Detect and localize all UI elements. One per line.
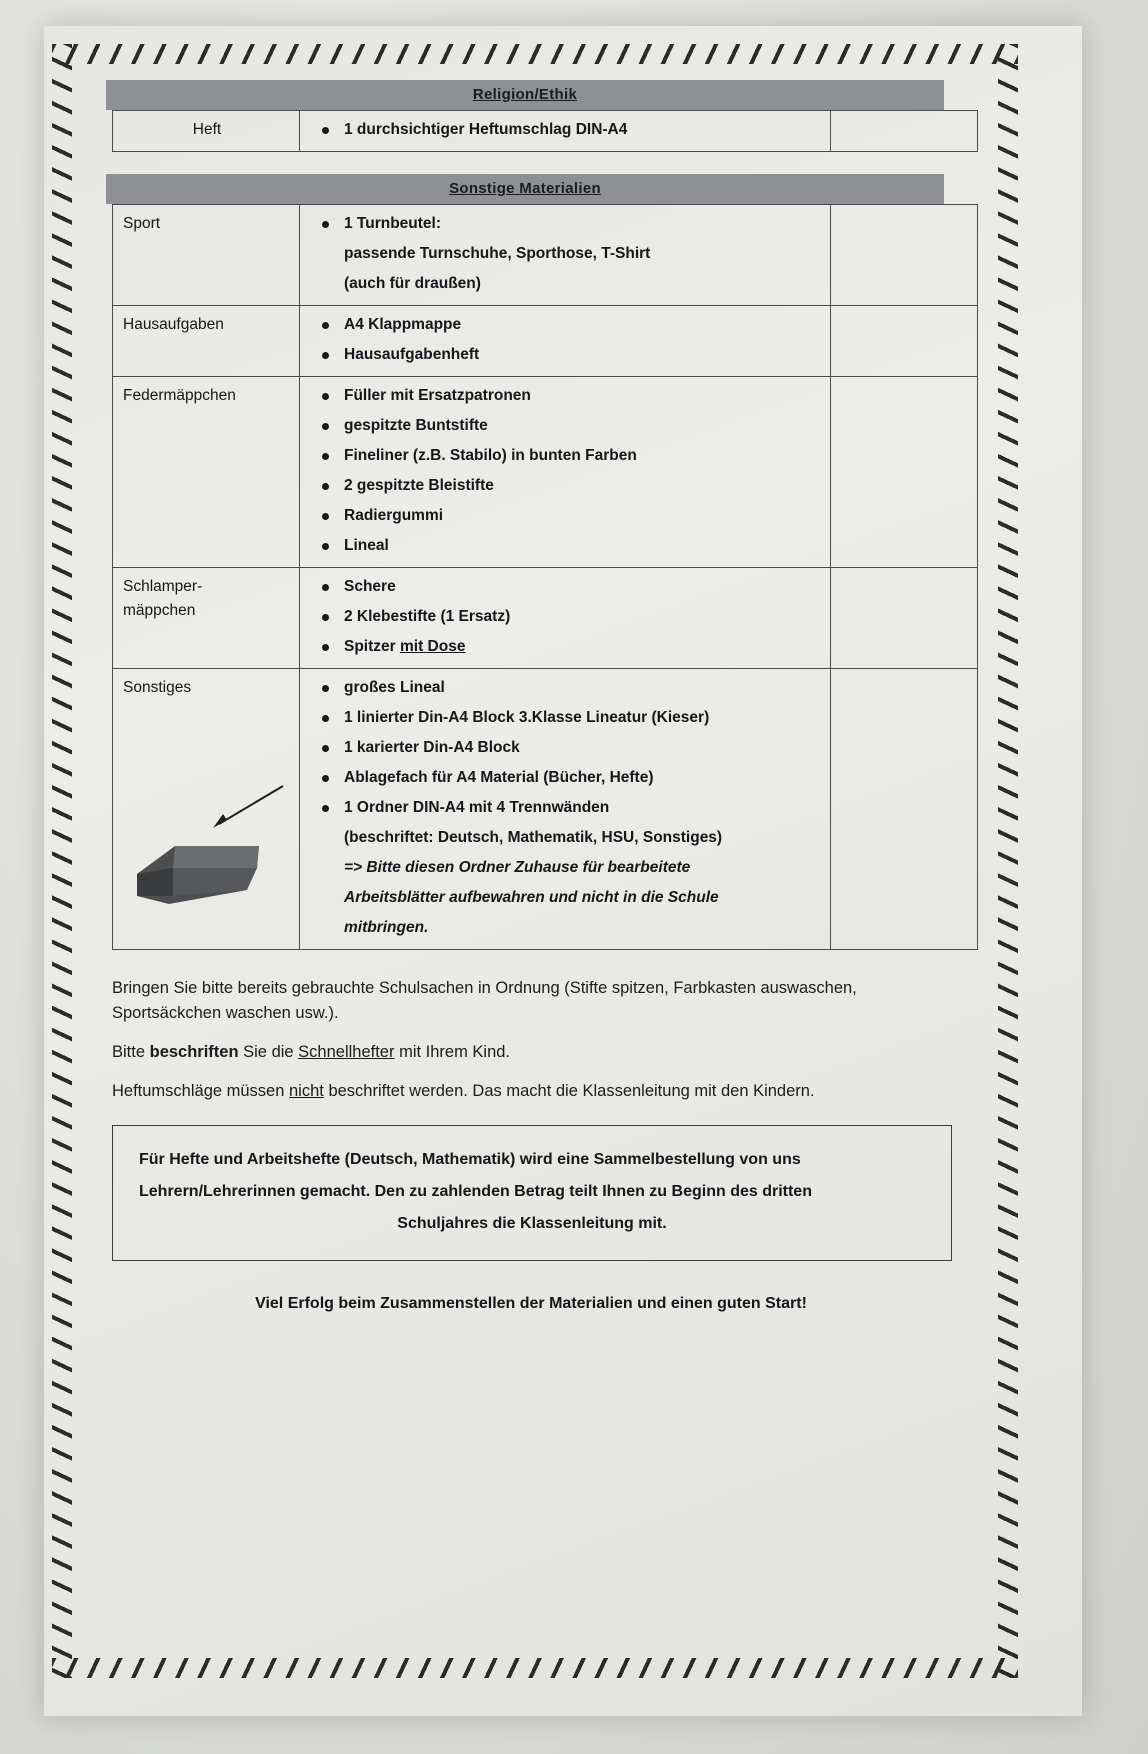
tray-illustration <box>123 780 291 930</box>
row-checkbox-cell[interactable] <box>831 377 978 568</box>
row-checkbox-cell[interactable] <box>831 205 978 306</box>
row-category-label: Sonstiges <box>123 679 192 697</box>
boxed-notice <box>112 1125 952 1261</box>
list-item: 1 durchsichtiger Heftumschlag DIN-A4 <box>310 118 822 142</box>
section-gap <box>112 152 942 174</box>
row-checkbox-cell[interactable] <box>831 568 978 669</box>
boxed-notice-line-2: Lehrern/Lehrerinnen gemacht. Den zu zahlenden Betrag teilt Ihnen zu Beginn des dritten <box>139 1183 812 1201</box>
table-row <box>113 669 978 950</box>
list-item: 1 Ordner DIN-A4 mit 4 Trennwänden <box>310 796 822 820</box>
note2-bold: beschriften <box>149 1042 239 1061</box>
list-item: (auch für draußen) <box>344 275 481 293</box>
list-item: Hausaufgabenheft <box>310 343 822 367</box>
row-category: Sport <box>113 205 300 306</box>
list-item: 1 karierter Din-A4 Block <box>310 736 822 760</box>
row-checkbox-cell[interactable] <box>831 669 978 950</box>
list-item <box>310 635 822 659</box>
notes-section <box>112 976 950 1103</box>
list-item: Schere <box>310 575 822 599</box>
note2-post: mit Ihrem Kind. <box>394 1042 511 1061</box>
materials-table-religion-ethik <box>112 110 978 152</box>
note-paragraph-2 <box>112 1040 950 1065</box>
row-category <box>113 669 300 950</box>
row-items <box>300 377 831 568</box>
note2-pre: Bitte <box>112 1042 150 1061</box>
note2-mid: Sie die <box>238 1042 299 1061</box>
list-item: (beschriftet: Deutsch, Mathematik, HSU, Sonstiges) <box>344 829 723 847</box>
table-row <box>113 568 978 669</box>
note-paragraph-1: Bringen Sie bitte bereits gebrauchte Schulsachen in Ordnung (Stifte spitzen, Farbkasten auswaschen, Sportsäckchen waschen usw.). <box>112 979 857 1023</box>
section-heading-religion-ethik: Religion/Ethik <box>106 80 944 110</box>
row-category <box>113 568 300 669</box>
list-item: Radiergummi <box>310 504 822 528</box>
document-tray-icon <box>129 834 265 912</box>
note-paragraph-3 <box>112 1079 950 1104</box>
list-item: Arbeitsblätter aufbewahren und nicht in die Schule <box>344 889 719 907</box>
list-item: passende Turnschuhe, Sporthose, T-Shirt <box>344 245 651 263</box>
document-content <box>112 80 942 1313</box>
cut-line-top-icon <box>52 44 1018 64</box>
row-items <box>300 669 831 950</box>
list-item-text: Spitzer <box>344 638 400 656</box>
list-item: Fineliner (z.B. Stabilo) in bunten Farben <box>310 444 822 468</box>
list-item: Füller mit Ersatzpatronen <box>310 384 822 408</box>
row-category: Hausaufgaben <box>113 306 300 377</box>
list-item: großes Lineal <box>310 676 822 700</box>
row-items <box>300 568 831 669</box>
note2-underline: Schnellhefter <box>298 1042 395 1061</box>
row-category-line2: mäppchen <box>123 602 196 620</box>
list-item: mitbringen. <box>344 919 429 937</box>
closing-message: Viel Erfolg beim Zusammenstellen der Materialien und einen guten Start! <box>255 1295 807 1313</box>
list-item: A4 Klappmappe <box>310 313 822 337</box>
row-checkbox-cell[interactable] <box>831 306 978 377</box>
table-row <box>113 205 978 306</box>
list-item: gespitzte Buntstifte <box>310 414 822 438</box>
row-items <box>300 306 831 377</box>
note3-pre: Heftumschläge müssen <box>112 1081 289 1100</box>
row-category: Federmäppchen <box>113 377 300 568</box>
table-row <box>113 377 978 568</box>
list-item: 2 Klebestifte (1 Ersatz) <box>310 605 822 629</box>
list-item: => Bitte diesen Ordner Zuhause für bearbeitete <box>344 859 691 877</box>
cut-line-left-icon <box>52 44 72 1678</box>
cut-line-bottom-icon <box>52 1658 1018 1678</box>
row-items <box>300 205 831 306</box>
list-item: 1 Turnbeutel: <box>310 212 822 236</box>
row-checkbox-cell[interactable] <box>831 111 978 152</box>
list-item: 2 gespitzte Bleistifte <box>310 474 822 498</box>
table-row <box>113 111 978 152</box>
list-item: Ablagefach für A4 Material (Bücher, Hefte) <box>310 766 822 790</box>
cut-line-right-icon <box>998 44 1018 1678</box>
note3-post: beschriftet werden. Das macht die Klassenleitung mit den Kindern. <box>323 1081 815 1100</box>
boxed-notice-line-3: Schuljahres die Klassenleitung mit. <box>397 1215 667 1233</box>
row-category: Heft <box>113 111 300 152</box>
row-items <box>300 111 831 152</box>
note3-underline: nicht <box>289 1081 324 1100</box>
list-item-emphasis: mit Dose <box>399 638 466 656</box>
arrow-icon <box>209 784 287 830</box>
table-row <box>113 306 978 377</box>
list-item: Lineal <box>310 534 822 558</box>
row-category-line1: Schlamper- <box>123 578 203 596</box>
materials-table-sonstige <box>112 204 978 950</box>
boxed-notice-line-1: Für Hefte und Arbeitshefte (Deutsch, Mathematik) wird eine Sammelbestellung von uns <box>139 1151 801 1169</box>
list-item: 1 linierter Din-A4 Block 3.Klasse Lineatur (Kieser) <box>310 706 822 730</box>
section-heading-sonstige-materialien: Sonstige Materialien <box>106 174 944 204</box>
